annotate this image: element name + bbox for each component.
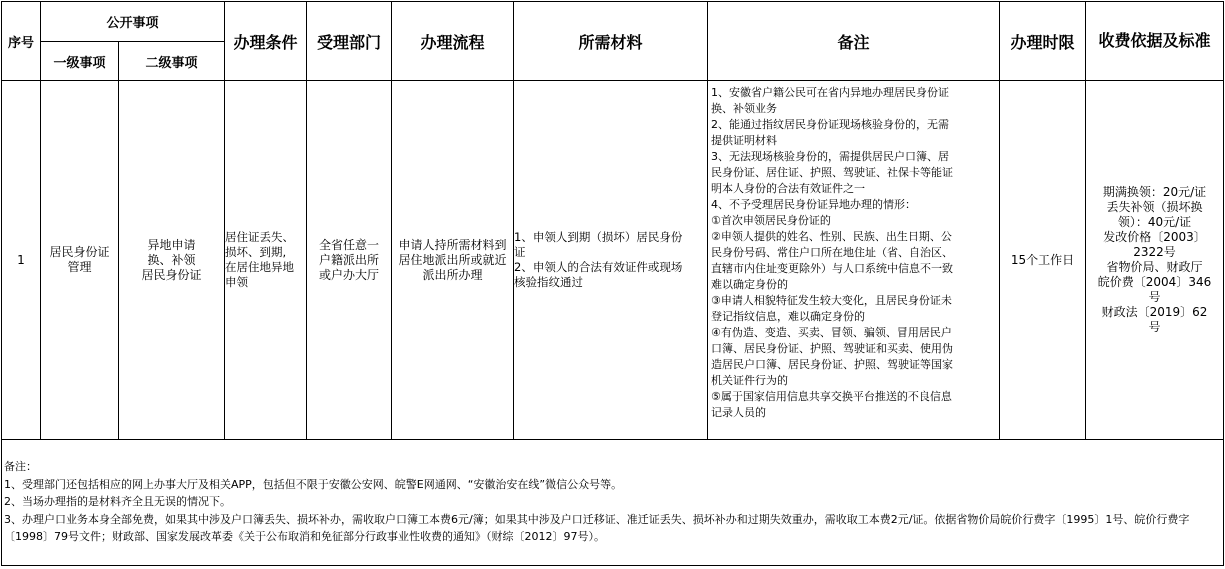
department-line: 全省任意一 [319, 237, 380, 252]
header-public-items: 公开事项 [41, 2, 225, 42]
conditions-line: 在居住地异地 [225, 260, 295, 274]
fee-line: 丢失补领（损坏换 [1106, 200, 1203, 214]
remarks-line: ③申请人相貌特征发生较大变化，且居民身份证未 [711, 294, 952, 307]
remarks-line: 换、补领业务 [711, 102, 778, 115]
fee-line: 号 [1148, 320, 1161, 334]
row-materials [514, 81, 708, 440]
row-process [392, 81, 514, 440]
header-level2: 二级事项 [119, 42, 225, 81]
header-fee-basis: 收费依据及标准 [1086, 2, 1224, 81]
remarks-line: ②申领人提供的姓名、性别、民族、出生日期、公 [711, 230, 952, 243]
remarks-line: ①首次申领居民身份证的 [711, 214, 831, 227]
fee-line: 省物价局、财政厅 [1106, 260, 1203, 274]
remarks-line: 造居民户口簿、居民身份证、护照、驾驶证等国家 [711, 358, 954, 371]
row-level1 [41, 81, 119, 440]
level1-line: 居民身份证 [49, 245, 110, 259]
header-process: 办理流程 [392, 2, 514, 81]
remarks-line: 机关证件行为的 [711, 374, 789, 387]
row-time-limit: 15个工作日 [1000, 81, 1086, 440]
remarks-line: 1、安徽省户籍公民可在省内异地办理居民身份证 [711, 86, 950, 99]
header-time-limit: 办理时限 [1000, 2, 1086, 81]
row-fee-basis [1086, 81, 1224, 440]
process-line: 申请人持所需材料到 [398, 237, 507, 252]
row-department [307, 81, 392, 440]
footer-note-line: 3、办理户口业务本身全部免费，如果其中涉及户口簿丢失、损坏补办，需收取户口簿工本费6元/簿；如果其中涉及户口迁移证、准迁证丢失、损坏补办和过期失效重办，需收取工本费2元/证。依据省物价局皖价行费字〔1995〕1号、皖价行费字 〔1998〕79号文件；财政部、国家发展改革委《关于公布取消和免征部分行政事业性收费的通知》（财综〔2012〕97号）。 [4, 512, 1190, 543]
header-conditions: 办理条件 [225, 2, 307, 81]
remarks-line: ⑤属于国家信用信息共享交换平台推送的不良信息 [711, 390, 952, 403]
row-level2 [119, 81, 225, 440]
conditions-line: 居住证丢失、 [225, 230, 295, 244]
fee-line: 期满换领：20元/证 [1102, 185, 1207, 199]
level2-line: 居民身份证 [141, 267, 202, 282]
process-line: 居住地派出所或就近 [398, 252, 507, 267]
footer-note-line: 1、受理部门还包括相应的网上办事大厅及相关APP，包括但不限于安徽公安网、皖警E网通网、“安徽治安在线”微信公众号等。 [4, 477, 623, 491]
header-seq: 序号 [2, 2, 41, 81]
conditions-line: 损坏、到期, [225, 245, 287, 259]
remarks-line: 记录人员的 [711, 406, 767, 419]
level1-line: 管理 [67, 260, 92, 274]
materials-line: 1、申领人到期（损坏）居民身份 [514, 230, 683, 244]
remarks-line: 明本人身份的合法有效证件之一 [711, 182, 866, 195]
materials-line: 核验指纹通过 [514, 275, 584, 289]
remarks-line: ④有伪造、变造、买卖、冒领、骗领、冒用居民户 [711, 326, 952, 339]
fee-line: 发改价格〔2003〕 [1103, 230, 1206, 244]
fee-line: 皖价费〔2004〕346 [1097, 275, 1212, 289]
department-line: 或户办大厅 [319, 267, 380, 282]
footer-notes [4, 458, 1218, 546]
remarks-line: 民身份证、居住证、护照、驾驶证、社保卡等能证 [711, 166, 954, 179]
row-conditions [225, 81, 307, 440]
remarks-line: 4、不予受理居民身份证异地办理的情形： [711, 198, 917, 211]
remarks-line: 民身份号码、常住户口所在地住址（省、自治区、 [711, 246, 954, 259]
department-line: 户籍派出所 [319, 252, 380, 267]
remarks-line: 提供证明材料 [711, 134, 778, 147]
fee-line: 领）：40元/证 [1117, 215, 1192, 229]
conditions-line: 申领 [225, 275, 249, 289]
footer-note-line: 2、当场办理指的是材料齐全且无误的情况下。 [4, 495, 231, 508]
header-remarks: 备注 [708, 2, 1000, 81]
materials-line: 2、申领人的合法有效证件或现场 [514, 260, 683, 274]
remarks-line: 口簿、居民身份证、护照、驾驶证和买卖、使用伪 [711, 342, 954, 355]
level2-line: 异地申请 [147, 237, 196, 252]
materials-line: 证 [514, 245, 526, 259]
fee-line: 号 [1148, 290, 1161, 304]
footer-note-title: 备注： [4, 460, 37, 473]
header-materials: 所需材料 [514, 2, 708, 81]
header-department: 受理部门 [307, 2, 392, 81]
remarks-line: 2、能通过指纹居民身份证现场核验身份的，无需 [711, 118, 950, 131]
fee-line: 财政法〔2019〕62 [1101, 305, 1208, 319]
process-line: 派出所办理 [422, 267, 483, 282]
level2-line: 换、补领 [147, 252, 196, 267]
row-seq: 1 [2, 81, 41, 440]
remarks-line: 登记指纹信息，难以确定身份的 [711, 310, 866, 323]
header-level1: 一级事项 [41, 42, 119, 81]
remarks-line: 直辖市内住址变更除外）与人口系统中信息不一致 [711, 262, 954, 275]
remarks-line: 难以确定身份的 [711, 278, 789, 291]
remarks-line: 3、无法现场核验身份的，需提供居民户口簿、居 [711, 150, 950, 163]
fee-line: 2322号 [1133, 245, 1176, 259]
row-remarks [708, 81, 1000, 440]
